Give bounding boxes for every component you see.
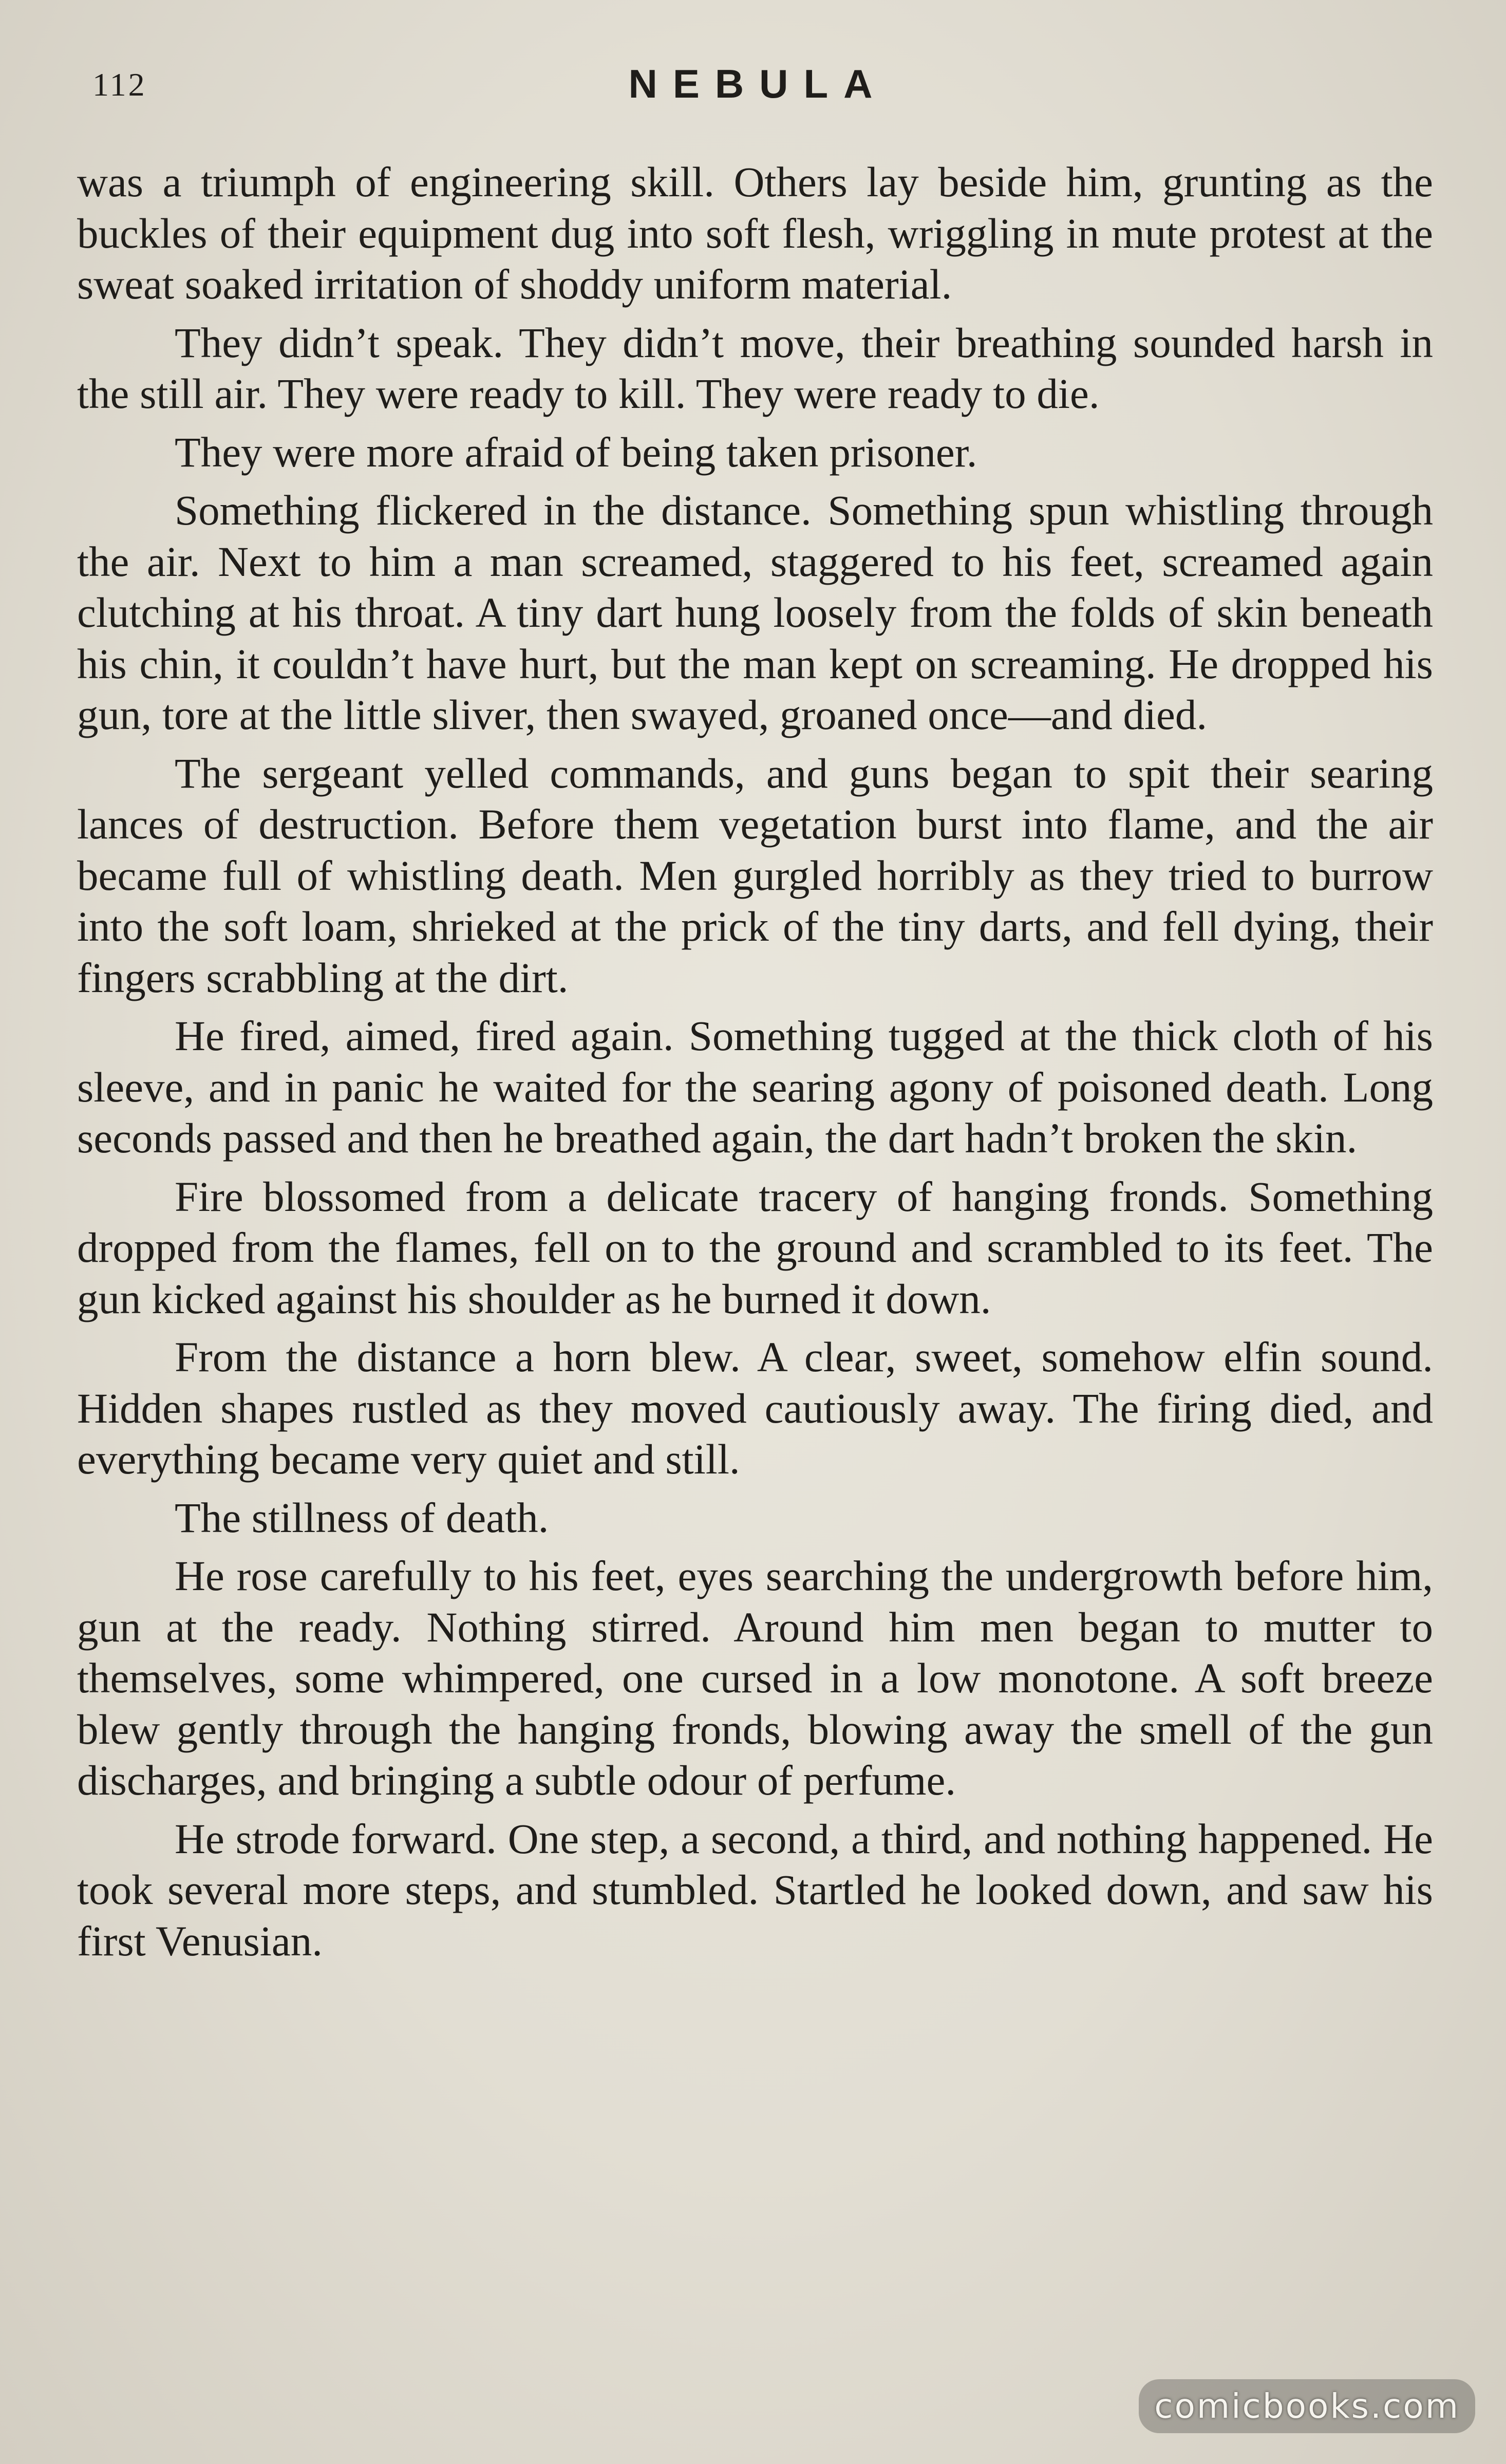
paragraph: The sergeant yelled commands, and guns began to spit their searing lances of destruction. Before them vegetation burst into flame, and the air became full of whistling death. Men gurgled horribly as they tried to burrow into the soft loam, shrieked at the prick of the tiny darts, and fell dying, their fingers scrabbling at the dirt. <box>77 749 1433 1001</box>
paragraph: They didn’t speak. They didn’t move, their breathing sounded harsh in the still air. They were ready to kill. They were ready to die. <box>77 319 1433 417</box>
paragraph: Fire blossomed from a delicate tracery of hanging fronds. Something dropped from the flames, fell on to the ground and scrambled to its feet. The gun kicked against his shoulder as he burned it down. <box>77 1172 1433 1322</box>
paragraph: They were more afraid of being taken prisoner. <box>175 428 977 476</box>
running-head: NEBULA <box>628 61 888 106</box>
page-header <box>92 57 1424 113</box>
paragraph: Something flickered in the distance. Something spun whistling through the air. Next to him a man screamed, staggered to his feet, screamed again clutching at his throat. A tiny dart hung loosely from the folds of skin beneath his chin, it couldn’t have hurt, but the man kept on screaming. He dropped his gun, tore at the little sliver, then swayed, groaned once—and died. <box>77 487 1433 738</box>
story-text <box>77 157 1433 1974</box>
paragraph: From the distance a horn blew. A clear, sweet, somehow elfin sound. Hidden shapes rustled as they moved cautiously away. The firing died, and everything became very quiet and still. <box>77 1333 1433 1483</box>
paragraph: He rose carefully to his feet, eyes searching the undergrowth before him, gun at the ready. Nothing stirred. Around him men began to mutter to themselves, some whimpered, one cursed in a low monotone. A soft breeze blew gently through the hanging fronds, blowing away the smell of the gun discharges, and bringing a subtle odour of perfume. <box>77 1552 1433 1804</box>
page-number: 112 <box>92 66 147 103</box>
watermark: comicbooks.com <box>1139 2379 1475 2433</box>
paragraph: He strode forward. One step, a second, a third, and nothing happened. He took several more steps, and stumbled. Startled he looked down, and saw his first Venusian. <box>77 1815 1433 1965</box>
paragraph: The stillness of death. <box>175 1494 549 1541</box>
paragraph: He fired, aimed, fired again. Something tugged at the thick cloth of his sleeve, and in panic he waited for the searing agony of poisoned death. Long seconds passed and then he breathed again, the dart hadn’t broken the skin. <box>77 1012 1433 1162</box>
paragraph: was a triumph of engineering skill. Others lay beside him, grunting as the buckles of their equipment dug into soft flesh, wriggling in mute protest at the sweat soaked irritation of shoddy uniform material. <box>77 158 1433 308</box>
